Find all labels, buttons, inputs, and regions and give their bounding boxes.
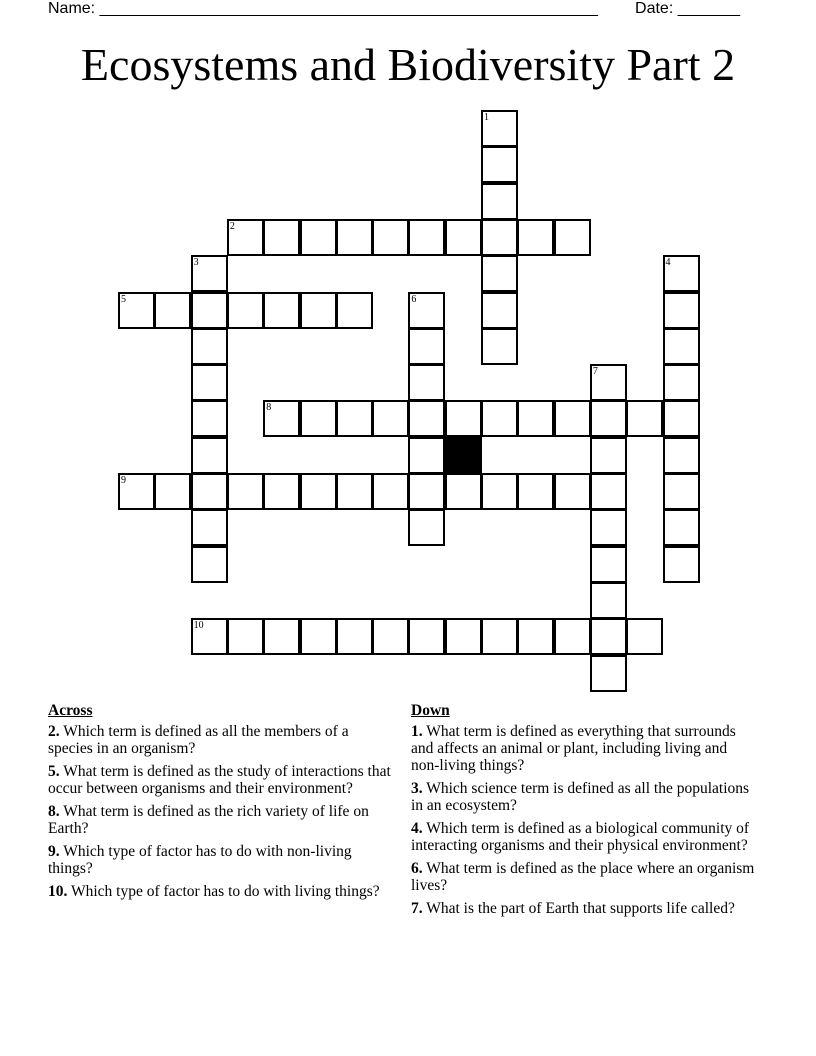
- crossword-cell[interactable]: [481, 146, 518, 183]
- crossword-cell[interactable]: [481, 618, 518, 655]
- crossword-cell[interactable]: [590, 655, 627, 692]
- crossword-cell[interactable]: [663, 400, 700, 437]
- crossword-cell[interactable]: [408, 473, 445, 510]
- down-clue-7: [411, 900, 756, 917]
- crossword-cell[interactable]: [118, 292, 155, 329]
- crossword-cell[interactable]: [408, 400, 445, 437]
- crossword-cell[interactable]: [191, 509, 228, 546]
- crossword-cell[interactable]: [263, 292, 300, 329]
- clue-number: 6.: [411, 860, 423, 877]
- crossword-cell[interactable]: [554, 618, 591, 655]
- crossword-cell[interactable]: [336, 219, 373, 256]
- crossword-cell[interactable]: [590, 546, 627, 583]
- down-clue-3: [411, 780, 756, 814]
- crossword-cell[interactable]: [300, 618, 337, 655]
- page-title: Ecosystems and Biodiversity Part 2: [80, 39, 736, 90]
- crossword-cell[interactable]: [191, 618, 228, 655]
- crossword-cell[interactable]: [445, 618, 482, 655]
- clue-number-label: 3: [193, 257, 199, 269]
- crossword-cell[interactable]: [663, 328, 700, 365]
- crossword-cell[interactable]: [517, 473, 554, 510]
- clue-text: What term is defined as the study of interactions that occur between organisms and their environment?: [48, 763, 391, 797]
- name-field-label[interactable]: Name: ________________________________________________________: [48, 0, 598, 17]
- crossword-cell[interactable]: [372, 400, 409, 437]
- crossword-cell[interactable]: [481, 328, 518, 365]
- crossword-cell[interactable]: [554, 219, 591, 256]
- crossword-cell[interactable]: [372, 219, 409, 256]
- crossword-cell[interactable]: [263, 618, 300, 655]
- clue-number: 3.: [411, 780, 423, 797]
- across-clues: [48, 702, 393, 906]
- clue-number: 4.: [411, 820, 423, 837]
- clue-text: Which type of factor has to do with non-living things?: [48, 843, 352, 877]
- crossword-cell[interactable]: [481, 292, 518, 329]
- clue-number: 10.: [48, 883, 68, 900]
- crossword-cell[interactable]: [590, 437, 627, 474]
- crossword-cell[interactable]: [481, 400, 518, 437]
- crossword-cell[interactable]: [663, 473, 700, 510]
- crossword-cell[interactable]: [445, 473, 482, 510]
- clue-number: 8.: [48, 803, 60, 820]
- across-clue-9: [48, 843, 393, 877]
- clue-text: What term is defined as the rich variety of life on Earth?: [48, 803, 369, 837]
- black-square: [445, 437, 482, 474]
- crossword-cell[interactable]: [191, 364, 228, 401]
- clue-number-label: 2: [229, 220, 235, 232]
- down-clues: [411, 702, 756, 923]
- across-clue-2: [48, 723, 393, 757]
- down-clue-1: [411, 723, 756, 774]
- crossword-cell[interactable]: [263, 219, 300, 256]
- crossword-cell[interactable]: [481, 255, 518, 292]
- crossword-cell[interactable]: [227, 292, 264, 329]
- crossword-cell[interactable]: [227, 473, 264, 510]
- crossword-cell[interactable]: [408, 509, 445, 546]
- across-heading: Across: [48, 702, 93, 719]
- crossword-cell[interactable]: [590, 400, 627, 437]
- crossword-cell[interactable]: [408, 618, 445, 655]
- crossword-cell[interactable]: [300, 400, 337, 437]
- clue-number-label: 9: [121, 475, 126, 486]
- clue-text: What term is defined as everything that surrounds and affects an animal or plant, including living and non-living things?: [411, 723, 736, 774]
- clue-text: Which science term is defined as all the populations in an ecosystem?: [411, 780, 750, 814]
- crossword-cell[interactable]: [481, 473, 518, 510]
- down-clue-6: [411, 860, 756, 894]
- crossword-cell[interactable]: [300, 219, 337, 256]
- crossword-cell[interactable]: [445, 400, 482, 437]
- clue-number: 2.: [48, 723, 60, 740]
- crossword-cell[interactable]: [191, 437, 228, 474]
- crossword-cell[interactable]: [590, 473, 627, 510]
- crossword-cell[interactable]: [590, 618, 627, 655]
- crossword-cell[interactable]: [590, 582, 627, 619]
- crossword-cell[interactable]: [517, 618, 554, 655]
- crossword-cell[interactable]: [590, 364, 627, 401]
- crossword-cell[interactable]: [118, 473, 155, 510]
- crossword-cell[interactable]: [263, 400, 300, 437]
- crossword-cell[interactable]: [408, 437, 445, 474]
- crossword-cell[interactable]: [408, 219, 445, 256]
- down-clue-4: [411, 820, 756, 854]
- crossword-cell[interactable]: [154, 473, 191, 510]
- crossword-cell[interactable]: [336, 400, 373, 437]
- crossword-cell[interactable]: [408, 328, 445, 365]
- crossword-cell[interactable]: [336, 618, 373, 655]
- crossword-cell[interactable]: [300, 473, 337, 510]
- crossword-cell[interactable]: [481, 219, 518, 256]
- crossword-cell[interactable]: [300, 292, 337, 329]
- crossword-cell[interactable]: [372, 473, 409, 510]
- clue-text: What is the part of Earth that supports life called?: [426, 900, 735, 917]
- clue-text: What term is defined as the place where an organism lives?: [411, 860, 755, 894]
- crossword-cell[interactable]: [663, 292, 700, 329]
- crossword-cell[interactable]: [481, 110, 518, 147]
- crossword-cell[interactable]: [191, 546, 228, 583]
- crossword-cell[interactable]: [227, 219, 264, 256]
- crossword-cell[interactable]: [191, 328, 228, 365]
- crossword-cell[interactable]: [336, 473, 373, 510]
- clue-number-label: 10: [193, 620, 204, 632]
- crossword-cell[interactable]: [590, 509, 627, 546]
- clue-number-label: 6: [411, 293, 417, 305]
- clue-text: Which term is defined as all the members of a species in an organism?: [48, 723, 349, 757]
- crossword-cell[interactable]: [554, 400, 591, 437]
- clue-number-label: 7: [592, 366, 598, 378]
- clue-number-label: 5: [121, 293, 126, 305]
- crossword-cell[interactable]: [663, 437, 700, 474]
- across-clue-8: [48, 803, 393, 837]
- crossword-cell[interactable]: [445, 219, 482, 256]
- crossword-cell[interactable]: [191, 255, 228, 292]
- clue-number-label: 1: [484, 112, 489, 123]
- crossword-cell[interactable]: [227, 618, 264, 655]
- crossword-cell[interactable]: [336, 292, 373, 329]
- crossword-cell[interactable]: [154, 292, 191, 329]
- crossword-cell[interactable]: [263, 473, 300, 510]
- crossword-cell[interactable]: [191, 400, 228, 437]
- crossword-cell[interactable]: [663, 546, 700, 583]
- crossword-cell[interactable]: [663, 364, 700, 401]
- clue-text: Which type of factor has to do with living things?: [70, 883, 380, 900]
- crossword-cell[interactable]: [626, 400, 663, 437]
- clue-number-label: 8: [266, 402, 272, 414]
- date-field-label[interactable]: Date: _______: [635, 0, 740, 17]
- crossword-cell[interactable]: [191, 292, 228, 329]
- clue-number-label: 4: [665, 257, 671, 269]
- crossword-cell[interactable]: [408, 292, 445, 329]
- crossword-cell[interactable]: [191, 473, 228, 510]
- across-clue-10: [48, 883, 393, 900]
- crossword-cell[interactable]: [372, 618, 409, 655]
- crossword-cell[interactable]: [481, 183, 518, 220]
- crossword-cell[interactable]: [517, 219, 554, 256]
- clue-number: 1.: [411, 723, 423, 740]
- down-heading: Down: [411, 702, 450, 719]
- clue-text: Which term is defined as a biological community of interacting organisms and their physical environment?: [411, 820, 750, 854]
- across-clue-5: [48, 763, 393, 797]
- clue-number: 5.: [48, 763, 60, 780]
- crossword-cell[interactable]: [626, 618, 663, 655]
- crossword-cell[interactable]: [554, 473, 591, 510]
- crossword-cell[interactable]: [517, 400, 554, 437]
- crossword-cell[interactable]: [663, 509, 700, 546]
- crossword-cell[interactable]: [408, 364, 445, 401]
- clue-number: 9.: [48, 843, 60, 860]
- clue-number: 7.: [411, 900, 423, 917]
- crossword-cell[interactable]: [663, 255, 700, 292]
